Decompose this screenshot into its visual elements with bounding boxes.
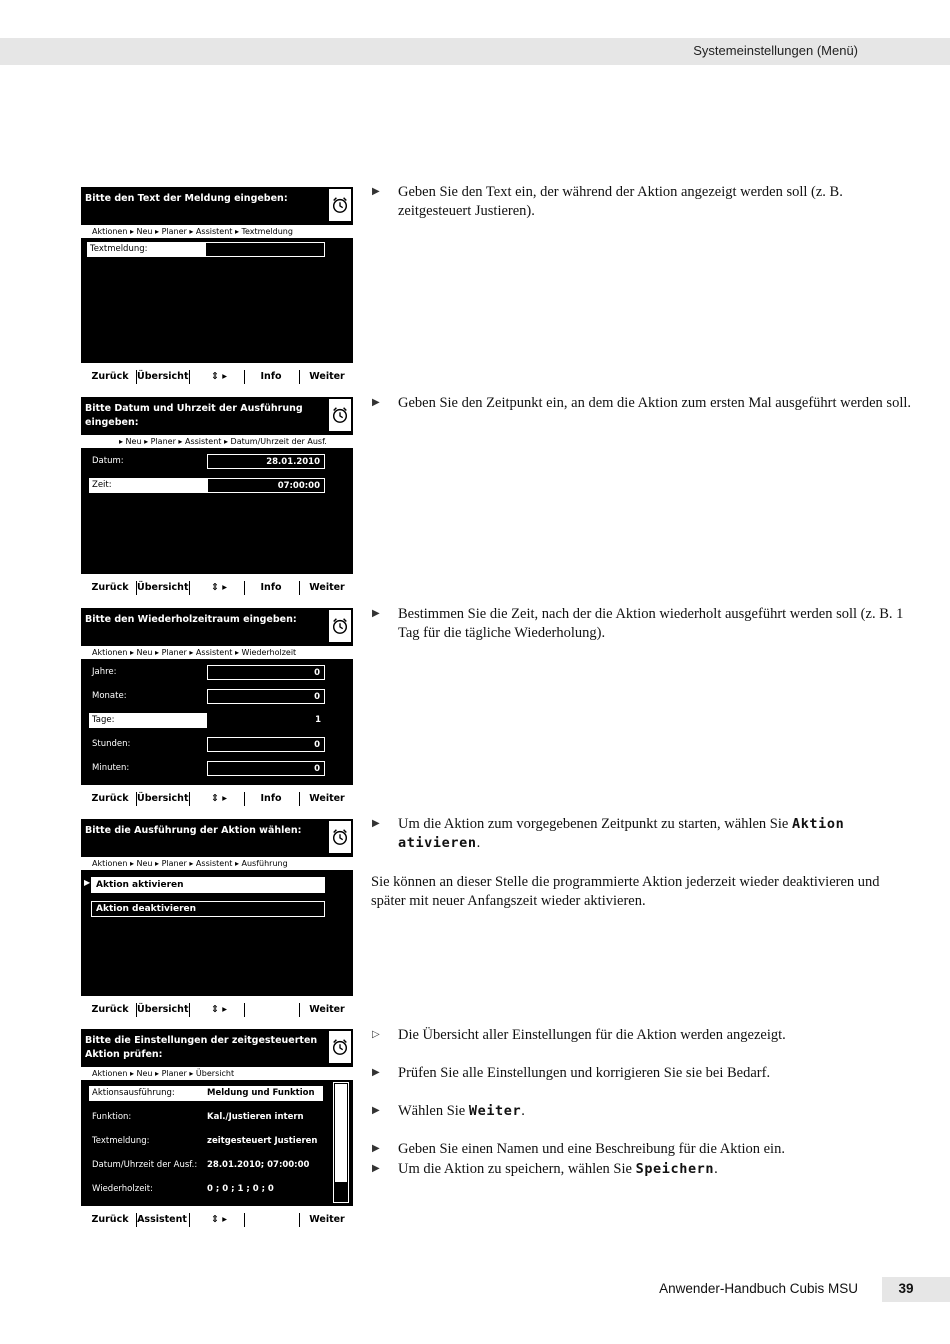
weiter-button[interactable]: Weiter — [309, 1214, 345, 1225]
aktionsausfuehrung-row[interactable] — [89, 1086, 323, 1101]
result-text: Die Übersicht aller Einstellungen für die Aktion werden angezeigt. — [398, 1027, 786, 1043]
info-button[interactable]: Info — [260, 582, 282, 593]
field-value[interactable]: 0 — [207, 761, 325, 776]
divider — [299, 792, 300, 806]
clock-icon — [329, 399, 351, 431]
screen-title: Bitte die Einstellungen der zeitgesteuerten Aktion prüfen: — [85, 1035, 318, 1060]
bullet-icon: ▶ — [372, 818, 380, 829]
screen-body — [81, 1080, 353, 1206]
instruction-text — [398, 815, 918, 853]
divider — [189, 581, 190, 595]
uebersicht-button[interactable]: Übersicht — [137, 1004, 189, 1015]
assistent-button[interactable]: Assistent — [137, 1214, 187, 1225]
info-button[interactable]: Info — [260, 793, 282, 804]
instruction-text-part: Wählen Sie — [398, 1103, 469, 1119]
instruction-text-part: . — [714, 1161, 718, 1177]
field-label: Aktionsausführung: — [92, 1088, 175, 1098]
field-label: Datum/Uhrzeit der Ausf.: — [92, 1160, 198, 1170]
screen-titlebar — [81, 1029, 353, 1067]
divider — [244, 792, 245, 806]
screen-titlebar — [81, 608, 353, 646]
clock-icon — [329, 189, 351, 221]
screen-body — [81, 448, 353, 574]
datum-field[interactable] — [89, 454, 325, 469]
menu-key-aktion-ativieren: Aktion ativieren — [398, 816, 845, 851]
bullet-icon: ▶ — [372, 1163, 380, 1174]
instruction-text: Geben Sie einen Namen und eine Beschreibung für die Aktion ein. — [398, 1141, 785, 1157]
divider — [189, 1213, 190, 1227]
field-value: zeitgesteuert Justieren — [207, 1136, 318, 1146]
wiederholzeit-row[interactable] — [89, 1182, 323, 1197]
zeit-field[interactable] — [89, 478, 325, 493]
clock-icon — [329, 610, 351, 642]
monate-field[interactable] — [89, 689, 325, 704]
screen-titlebar — [81, 187, 353, 225]
divider — [299, 1213, 300, 1227]
zurueck-button[interactable]: Zurück — [91, 1004, 129, 1015]
screen-title: Bitte die Ausführung der Aktion wählen: — [85, 825, 302, 836]
field-value[interactable]: 07:00:00 — [207, 478, 325, 493]
screen-title: Bitte Datum und Uhrzeit der Ausführung eingeben: — [85, 403, 303, 428]
zurueck-button[interactable]: Zurück — [91, 793, 129, 804]
breadcrumb: Aktionen ▸ Neu ▸ Planer ▸ Assistent ▸ Ausführung — [81, 857, 353, 870]
selection-marker-icon: ▶ — [84, 878, 91, 887]
weiter-button[interactable]: Weiter — [309, 1004, 345, 1015]
softkey-bar — [81, 1000, 353, 1020]
field-value: Meldung und Funktion — [207, 1086, 323, 1101]
uebersicht-button[interactable]: Übersicht — [137, 793, 189, 804]
breadcrumb: Aktionen ▸ Neu ▸ Planer ▸ Assistent ▸ Wiederholzeit — [81, 646, 353, 659]
minuten-field[interactable] — [89, 761, 325, 776]
scrollbar-thumb[interactable] — [335, 1084, 347, 1182]
footer-manual-title: Anwender-Handbuch Cubis MSU — [659, 1281, 858, 1296]
jahre-field[interactable] — [89, 665, 325, 680]
navigate-arrows-button[interactable]: ⇕ ▸ — [210, 371, 228, 382]
instruction-text: Geben Sie den Text ein, der während der Aktion angezeigt werden soll (z. B. zeitgesteuert Justieren). — [398, 184, 843, 219]
screen-textmeldung — [81, 187, 353, 363]
clock-icon — [329, 1031, 351, 1063]
instruction-text-part: . — [521, 1103, 525, 1119]
bullet-icon: ▶ — [372, 1143, 380, 1154]
divider — [189, 792, 190, 806]
field-label: Wiederholzeit: — [92, 1184, 153, 1194]
screen-wiederholzeit — [81, 608, 353, 785]
field-value[interactable]: 0 — [207, 665, 325, 680]
instruction-text-part: Um die Aktion zu speichern, wählen Sie — [398, 1161, 636, 1177]
field-value[interactable]: 0 — [207, 689, 325, 704]
bullet-icon: ▶ — [372, 1067, 380, 1078]
softkey-bar — [81, 1210, 353, 1230]
clock-icon — [329, 821, 351, 853]
zurueck-button[interactable]: Zurück — [91, 582, 129, 593]
screen-title: Bitte den Wiederholzeitraum eingeben: — [85, 614, 297, 625]
breadcrumb: Aktionen ▸ Neu ▸ Planer ▸ Assistent ▸ Textmeldung — [81, 225, 353, 238]
field-label: Minuten: — [92, 763, 130, 773]
field-value: Kal./Justieren intern — [207, 1112, 304, 1122]
field-value[interactable]: 28.01.2010 — [207, 454, 325, 469]
screen-body — [81, 238, 353, 363]
instruction-text — [398, 1160, 918, 1179]
menu-key-weiter: Weiter — [468, 1103, 522, 1119]
bullet-icon: ▶ — [372, 397, 380, 408]
instruction-text-part: . — [476, 835, 481, 851]
bullet-icon: ▶ — [372, 608, 380, 619]
textmeldung-field[interactable] — [87, 242, 325, 257]
field-label: Datum: — [92, 456, 124, 466]
funktion-row[interactable] — [89, 1110, 323, 1125]
divider — [299, 581, 300, 595]
divider — [299, 1003, 300, 1017]
divider — [299, 370, 300, 384]
softkey-bar — [81, 578, 353, 598]
field-label: Stunden: — [92, 739, 131, 749]
screen-datum-uhrzeit — [81, 397, 353, 574]
instruction-text: Geben Sie den Zeitpunkt ein, an dem die Aktion zum ersten Mal ausgeführt werden soll. — [398, 395, 912, 411]
instruction-text: Prüfen Sie alle Einstellungen und korrigieren Sie sie bei Bedarf. — [398, 1065, 771, 1081]
uebersicht-button[interactable]: Übersicht — [137, 582, 189, 593]
divider — [244, 370, 245, 384]
zurueck-button[interactable]: Zurück — [91, 371, 129, 382]
field-label: Funktion: — [92, 1112, 132, 1122]
info-paragraph: Sie können an dieser Stelle die programmierte Aktion jederzeit wieder deaktivieren und später mit neuer Anfangszeit wieder aktivieren. — [371, 874, 880, 909]
breadcrumb: Aktionen ▸ Neu ▸ Planer ▸ Übersicht — [81, 1067, 353, 1080]
navigate-arrows-button[interactable]: ⇕ ▸ — [210, 582, 228, 593]
screen-body — [81, 870, 353, 996]
instruction-text: Bestimmen Sie die Zeit, nach der die Aktion wiederholt ausgeführt werden soll (z. B. 1 Tag für die tägliche Wiederholung). — [398, 606, 904, 641]
weiter-button[interactable]: Weiter — [309, 371, 345, 382]
tage-field[interactable] — [89, 713, 325, 728]
menu-key-speichern: Speichern — [635, 1161, 715, 1177]
screen-body — [81, 659, 353, 785]
screen-titlebar — [81, 819, 353, 857]
weiter-button[interactable]: Weiter — [309, 793, 345, 804]
field-value[interactable]: 1 — [207, 713, 325, 728]
instruction-text-part: Um die Aktion zum vorgegebenen Zeitpunkt zu starten, wählen Sie — [398, 816, 792, 832]
datum-uhrzeit-row[interactable] — [89, 1158, 323, 1173]
page-header-title: Systemeinstellungen (Menü) — [693, 43, 858, 58]
textmeldung-row[interactable] — [89, 1134, 323, 1149]
page-number: 39 — [898, 1281, 914, 1296]
zurueck-button[interactable]: Zurück — [91, 1214, 129, 1225]
aktion-aktivieren-option[interactable]: Aktion aktivieren — [91, 877, 325, 893]
divider — [244, 581, 245, 595]
field-value: 28.01.2010; 07:00:00 — [207, 1160, 310, 1170]
stunden-field[interactable] — [89, 737, 325, 752]
instruction-text — [398, 1102, 918, 1121]
field-value[interactable] — [205, 242, 325, 257]
field-label: Monate: — [92, 691, 127, 701]
breadcrumb: ▸ Neu ▸ Planer ▸ Assistent ▸ Datum/Uhrzeit der Ausf. — [81, 435, 353, 448]
field-value[interactable]: 0 — [207, 737, 325, 752]
bullet-icon: ▶ — [372, 1105, 380, 1116]
divider — [189, 370, 190, 384]
scrollbar[interactable] — [333, 1082, 349, 1203]
navigate-arrows-button[interactable]: ⇕ ▸ — [210, 793, 228, 804]
screen-title: Bitte den Text der Meldung eingeben: — [85, 193, 288, 204]
screen-ausfuehrung — [81, 819, 353, 996]
navigate-arrows-button[interactable]: ⇕ ▸ — [210, 1004, 228, 1015]
screen-uebersicht — [81, 1029, 353, 1206]
aktion-deaktivieren-option[interactable]: Aktion deaktivieren — [91, 901, 325, 917]
navigate-arrows-button[interactable]: ⇕ ▸ — [210, 1214, 228, 1225]
field-label: Textmeldung: — [90, 244, 148, 254]
field-label: Jahre: — [92, 667, 117, 677]
field-label: Textmeldung: — [92, 1136, 150, 1146]
softkey-bar — [81, 789, 353, 809]
field-value: 0 ; 0 ; 1 ; 0 ; 0 — [207, 1184, 274, 1194]
screen-titlebar — [81, 397, 353, 435]
hollow-bullet-icon: ▷ — [372, 1029, 380, 1040]
field-label: Zeit: — [92, 480, 112, 490]
bullet-icon: ▶ — [372, 186, 380, 197]
uebersicht-button[interactable]: Übersicht — [137, 371, 189, 382]
softkey-bar — [81, 367, 353, 387]
weiter-button[interactable]: Weiter — [309, 582, 345, 593]
info-button[interactable]: Info — [260, 371, 282, 382]
divider — [189, 1003, 190, 1017]
field-label: Tage: — [92, 715, 115, 725]
divider — [244, 1003, 245, 1017]
divider — [244, 1213, 245, 1227]
